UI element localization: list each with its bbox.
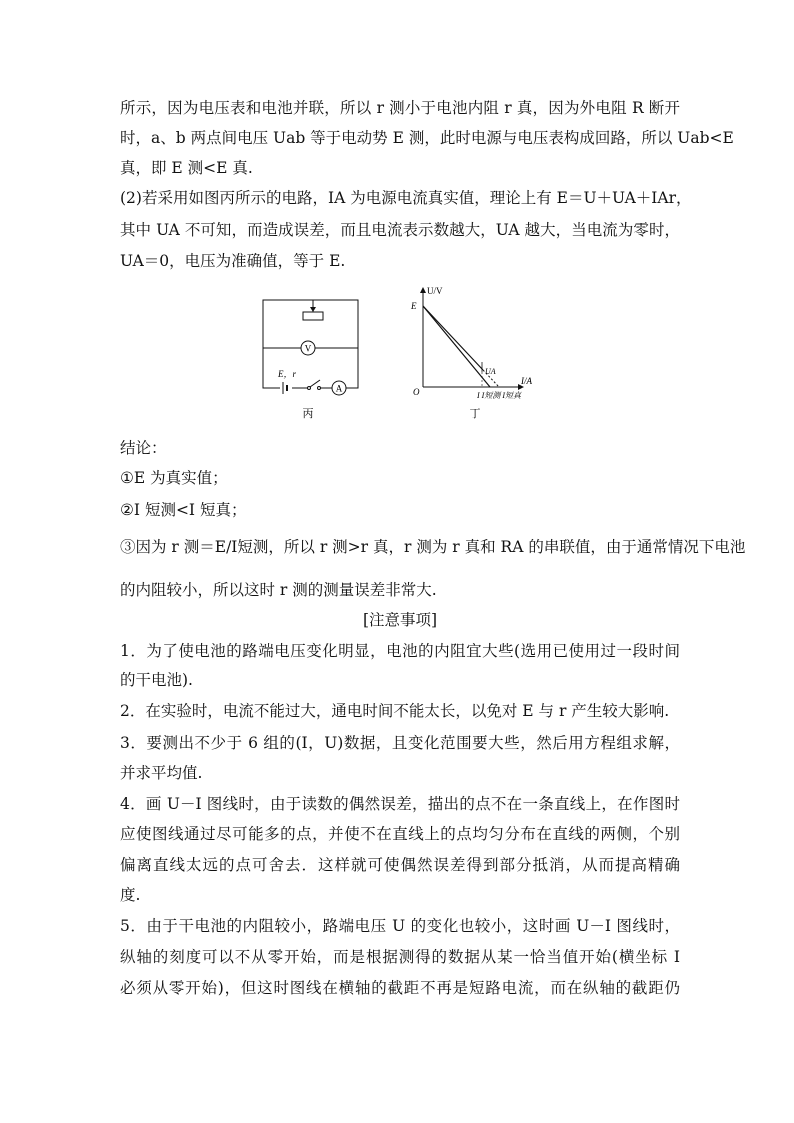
notes-title: [注意事项] <box>362 611 438 629</box>
measured-line <box>423 306 490 387</box>
conclusion-item1: ①E 为真实值； <box>120 469 228 487</box>
figure-ding-caption: 丁 <box>469 408 481 420</box>
conclusion-item2: ②I 短测<I 短真； <box>120 501 247 519</box>
note4-line4: 度. <box>120 886 141 904</box>
conclusion-item3-line2: 的内阻较小，所以这时 r 测的测量误差非常大. <box>120 581 437 599</box>
y-axis-label: U/V <box>427 286 443 296</box>
note5-line1: 5．由于干电池的内阻较小，路端电压 U 的变化也较小，这时画 U－I 图线时， <box>120 917 680 935</box>
note4-line3: 偏离直线太远的点可舍去．这样就可使偶然误差得到部分抵消，从而提高精确 <box>120 856 680 874</box>
note5-line2: 纵轴的刻度可以不从零开始，而是根据测得的数据从某一恰当值开始(横坐标 I <box>120 948 680 966</box>
i-labels: I I短测 I短真 <box>477 391 521 400</box>
p1-line3: 真，即 E 测<E 真. <box>120 159 253 177</box>
x-axis-label: I/A <box>521 376 532 386</box>
voltmeter-label: V <box>304 343 312 354</box>
note3-line1: 3．要测出不少于 6 组的(I，U)数据，且变化范围要大些，然后用方程组求解， <box>120 734 680 752</box>
note1-line2: 的干电池). <box>120 671 193 689</box>
note3-line2: 并求平均值. <box>120 764 203 782</box>
note4-line2: 应使图线通过尽可能多的点，并使不在直线上的点均匀分布在直线的两侧，个别 <box>120 825 680 843</box>
conclusion-heading: 结论： <box>120 439 167 457</box>
p2-line1: (2)若采用如图丙所示的电路，IA 为电源电流真实值，理论上有 E＝U＋UA＋IAr， <box>120 189 692 207</box>
circuit-diagram-bing <box>250 290 370 425</box>
ui-graph-ding <box>405 282 545 427</box>
p1-line2: 时，a、b 两点间电压 Uab 等于电动势 E 测，此时电源与电压表构成回路，所以 Uab<E <box>120 129 734 147</box>
figure-bing-caption: 丙 <box>302 408 314 420</box>
ua-label: UA <box>485 367 496 376</box>
note2: 2．在实验时，电流不能过大，通电时间不能太长，以免对 E 与 r 产生较大影响. <box>120 702 670 720</box>
p2-line2: 其中 UA 不可知，而造成误差，而且电流表示数越大，UA 越大，当电流为零时， <box>120 221 680 239</box>
p1-line1: 所示，因为电压表和电池并联，所以 r 测小于电池内阻 r 真，因为外电阻 R 断开 <box>120 99 680 117</box>
note5-line3: 必须从零开始)，但这时图线在横轴的截距不再是短路电流，而在纵轴的截距仍 <box>120 979 680 997</box>
note4-line1: 4．画 U－I 图线时，由于读数的偶然误差，描出的点不在一条直线上，在作图时 <box>120 795 680 813</box>
origin-label: O <box>413 387 420 397</box>
ammeter-label: A <box>335 383 343 394</box>
rheostat <box>303 312 323 320</box>
note1-line1: 1．为了使电池的路端电压变化明显，电池的内阻宜大些(选用已使用过一段时间 <box>120 642 680 660</box>
battery-label: E，r <box>278 369 297 379</box>
conclusion-item3-line1: ③因为 r 测＝E/I短测，所以 r 测>r 真，r 测为 r 真和 RA 的串联值，由于通常情况下电池 <box>120 538 746 556</box>
true-line <box>423 306 483 370</box>
e-label: E <box>411 301 417 311</box>
p2-line3: UA＝0，电压为准确值，等于 E. <box>120 252 346 270</box>
